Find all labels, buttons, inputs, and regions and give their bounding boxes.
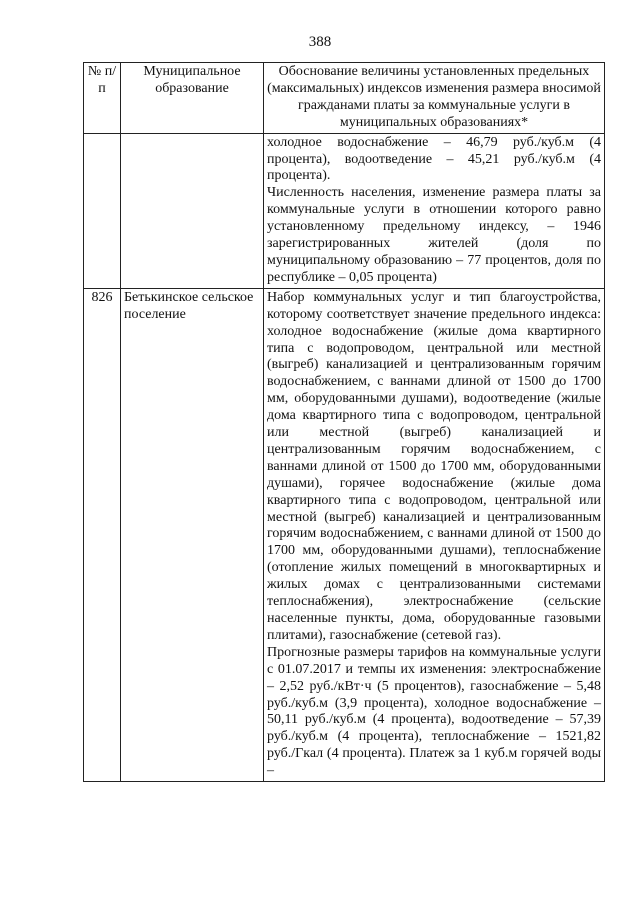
row-municipality: [121, 133, 264, 288]
header-number: № п/п: [84, 63, 121, 134]
row-basis: [264, 133, 605, 288]
row-number: 826: [84, 288, 121, 781]
page-number: 388: [308, 34, 332, 50]
table-header-row: [84, 63, 605, 134]
table-row: [84, 133, 605, 288]
basis-paragraph: Численность населения, изменение размера платы за коммунальные услуги в отношении которого равно установленному предельному индексу, – 1946 зарегистрированных жителей (доля по муниципальному образованию – 77 процентов, доля по республике – 0,05 процента): [267, 185, 601, 285]
basis-paragraph: Прогнозные размеры тарифов на коммунальные услуги с 01.07.2017 и темпы их изменения: электроснабжение – 2,52 руб./кВт·ч (5 процентов), газоснабжение – 5,48 руб./куб.м (3,9 процента), холодное водоснабжение – 50,11 руб./куб.м (4 процента), водоотведение – 57,39 руб./куб.м (4 процента), теплоснабжение – 1521,82 руб./Гкал (4 процента). Платеж за 1 куб.м горячей воды –: [267, 644, 601, 779]
basis-paragraph: холодное водоснабжение – 46,79 руб./куб.м (4 процента), водоотведение – 45,21 руб./куб.м (4 процента).: [267, 134, 601, 184]
header-basis: Обоснование величины установленных предельных (максимальных) индексов изменения размера вносимой гражданами платы за коммунальные услуги в муниципальных образованиях*: [264, 63, 605, 134]
tariff-table: [83, 62, 605, 782]
row-number: [84, 133, 121, 288]
table-row: [84, 288, 605, 781]
row-municipality: Бетькинское сельское поселение: [121, 288, 264, 781]
basis-paragraph: Набор коммунальных услуг и тип благоустройства, которому соответствует значение предельного индекса: холодное водоснабжение (жилые дома квартирного типа с водопроводом, центральной или местной (выгреб) канализацией и централизованным горячим водоснабжением, с ваннами длиной от 1500 до 1700 мм, оборудованными душами), водоотведение (жилые дома квартирного типа с водопроводом, центральной или местной (выгреб) канализацией и централизованным горячим водоснабжением, с ваннами длиной от 1500 до 1700 мм, оборудованными душами), горячее водоснабжение (жилые дома квартирного типа с водопроводом, центральной или местной (выгреб) канализацией и централизованным горячим водоснабжением, с ваннами длиной от 1500 до 1700 мм, оборудованными душами), теплоснабжение (отопление жилых помещений в многоквартирных и жилых домах с централизованными системами теплоснабжения), электроснабжение (сельские населенные пункты, дома, оборудованные газовыми плитами), газоснабжение (сетевой газ).: [267, 289, 601, 643]
row-basis: [264, 288, 605, 781]
header-municipality: Муниципальное образование: [121, 63, 264, 134]
